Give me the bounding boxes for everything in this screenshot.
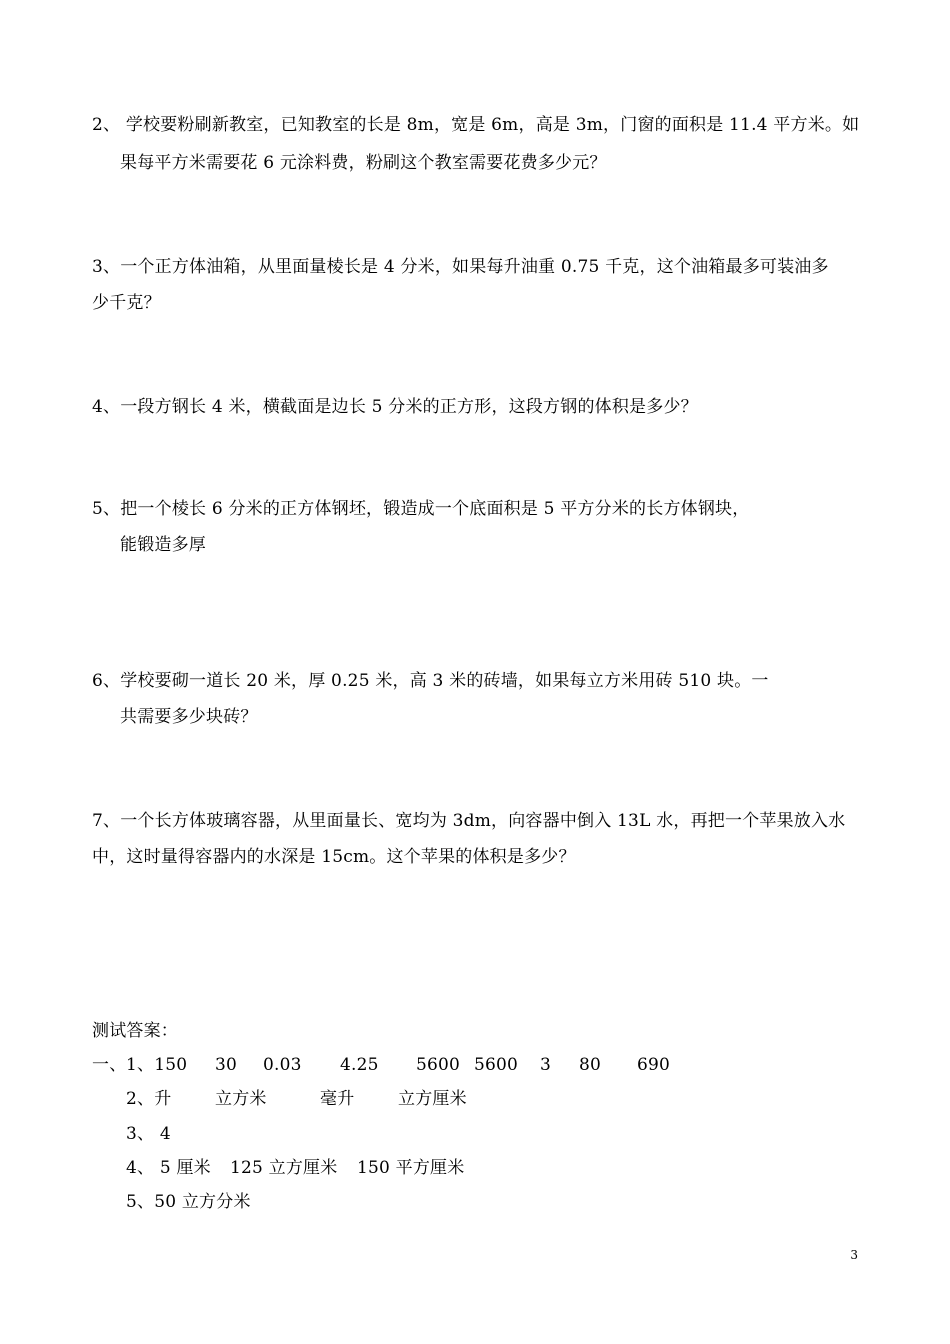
answer-1-part: 0.03 xyxy=(263,1055,302,1075)
answer-1-part: 5600 xyxy=(416,1055,461,1075)
problem-5-line-1: 5、把一个棱长 6 分米的正方体钢坯，锻造成一个底面积是 5 平方分米的长方体钢块， xyxy=(92,499,750,519)
answer-4-part: 4、 5 厘米 xyxy=(126,1158,211,1178)
problem-6-line-2: 共需要多少块砖？ xyxy=(120,707,258,727)
page-number: 3 xyxy=(850,1248,858,1262)
answer-2-part: 毫升 xyxy=(320,1089,355,1109)
answer-2-part: 立方米 xyxy=(215,1089,267,1109)
problem-7-line-2: 中，这时量得容器内的水深是 15cm。这个苹果的体积是多少？ xyxy=(92,847,576,867)
answer-2-part: 2、升 xyxy=(126,1089,172,1109)
answer-1-part: 4.25 xyxy=(340,1055,379,1075)
problem-2-line-2: 果每平方米需要花 6 元涂料费，粉刷这个教室需要花费多少元？ xyxy=(120,153,607,173)
answer-1-part: 5600 xyxy=(474,1055,519,1075)
problem-2-line-1: 2、 学校要粉刷新教室，已知教室的长是 8m，宽是 6m，高是 3m，门窗的面积是 11.4 平方米。如 xyxy=(92,115,860,135)
answer-2-part: 立方厘米 xyxy=(398,1089,467,1109)
answer-3: 3、 4 xyxy=(126,1124,171,1144)
answer-1-part: 3 xyxy=(540,1055,552,1075)
problem-3-line-1: 3、一个正方体油箱，从里面量棱长是 4 分米，如果每升油重 0.75 千克，这个油箱最多可装油多 xyxy=(92,257,829,277)
answer-5: 5、50 立方分米 xyxy=(126,1192,251,1212)
answers-title: 测试答案： xyxy=(92,1021,178,1041)
problem-6-line-1: 6、学校要砌一道长 20 米，厚 0.25 米，高 3 米的砖墙，如果每立方米用砖 510 块。一 xyxy=(92,671,769,691)
problem-7-line-1: 7、一个长方体玻璃容器，从里面量长、宽均为 3dm，向容器中倒入 13L 水，再把一个苹果放入水 xyxy=(92,811,846,831)
answer-1-part: 690 xyxy=(637,1055,671,1075)
answer-1-part: 80 xyxy=(579,1055,602,1075)
answer-4-part: 125 立方厘米 xyxy=(230,1158,338,1178)
answer-1-part: 1、150 xyxy=(126,1055,188,1075)
problem-3-line-2: 少千克？ xyxy=(92,293,161,313)
problem-4-line-1: 4、一段方钢长 4 米，横截面是边长 5 分米的正方形，这段方钢的体积是多少？ xyxy=(92,397,698,417)
answers-section-1-prefix: 一、 xyxy=(92,1055,127,1075)
answer-4-part: 150 平方厘米 xyxy=(357,1158,465,1178)
problem-5-line-2: 能锻造多厚 xyxy=(120,535,206,555)
answer-1-part: 30 xyxy=(215,1055,238,1075)
